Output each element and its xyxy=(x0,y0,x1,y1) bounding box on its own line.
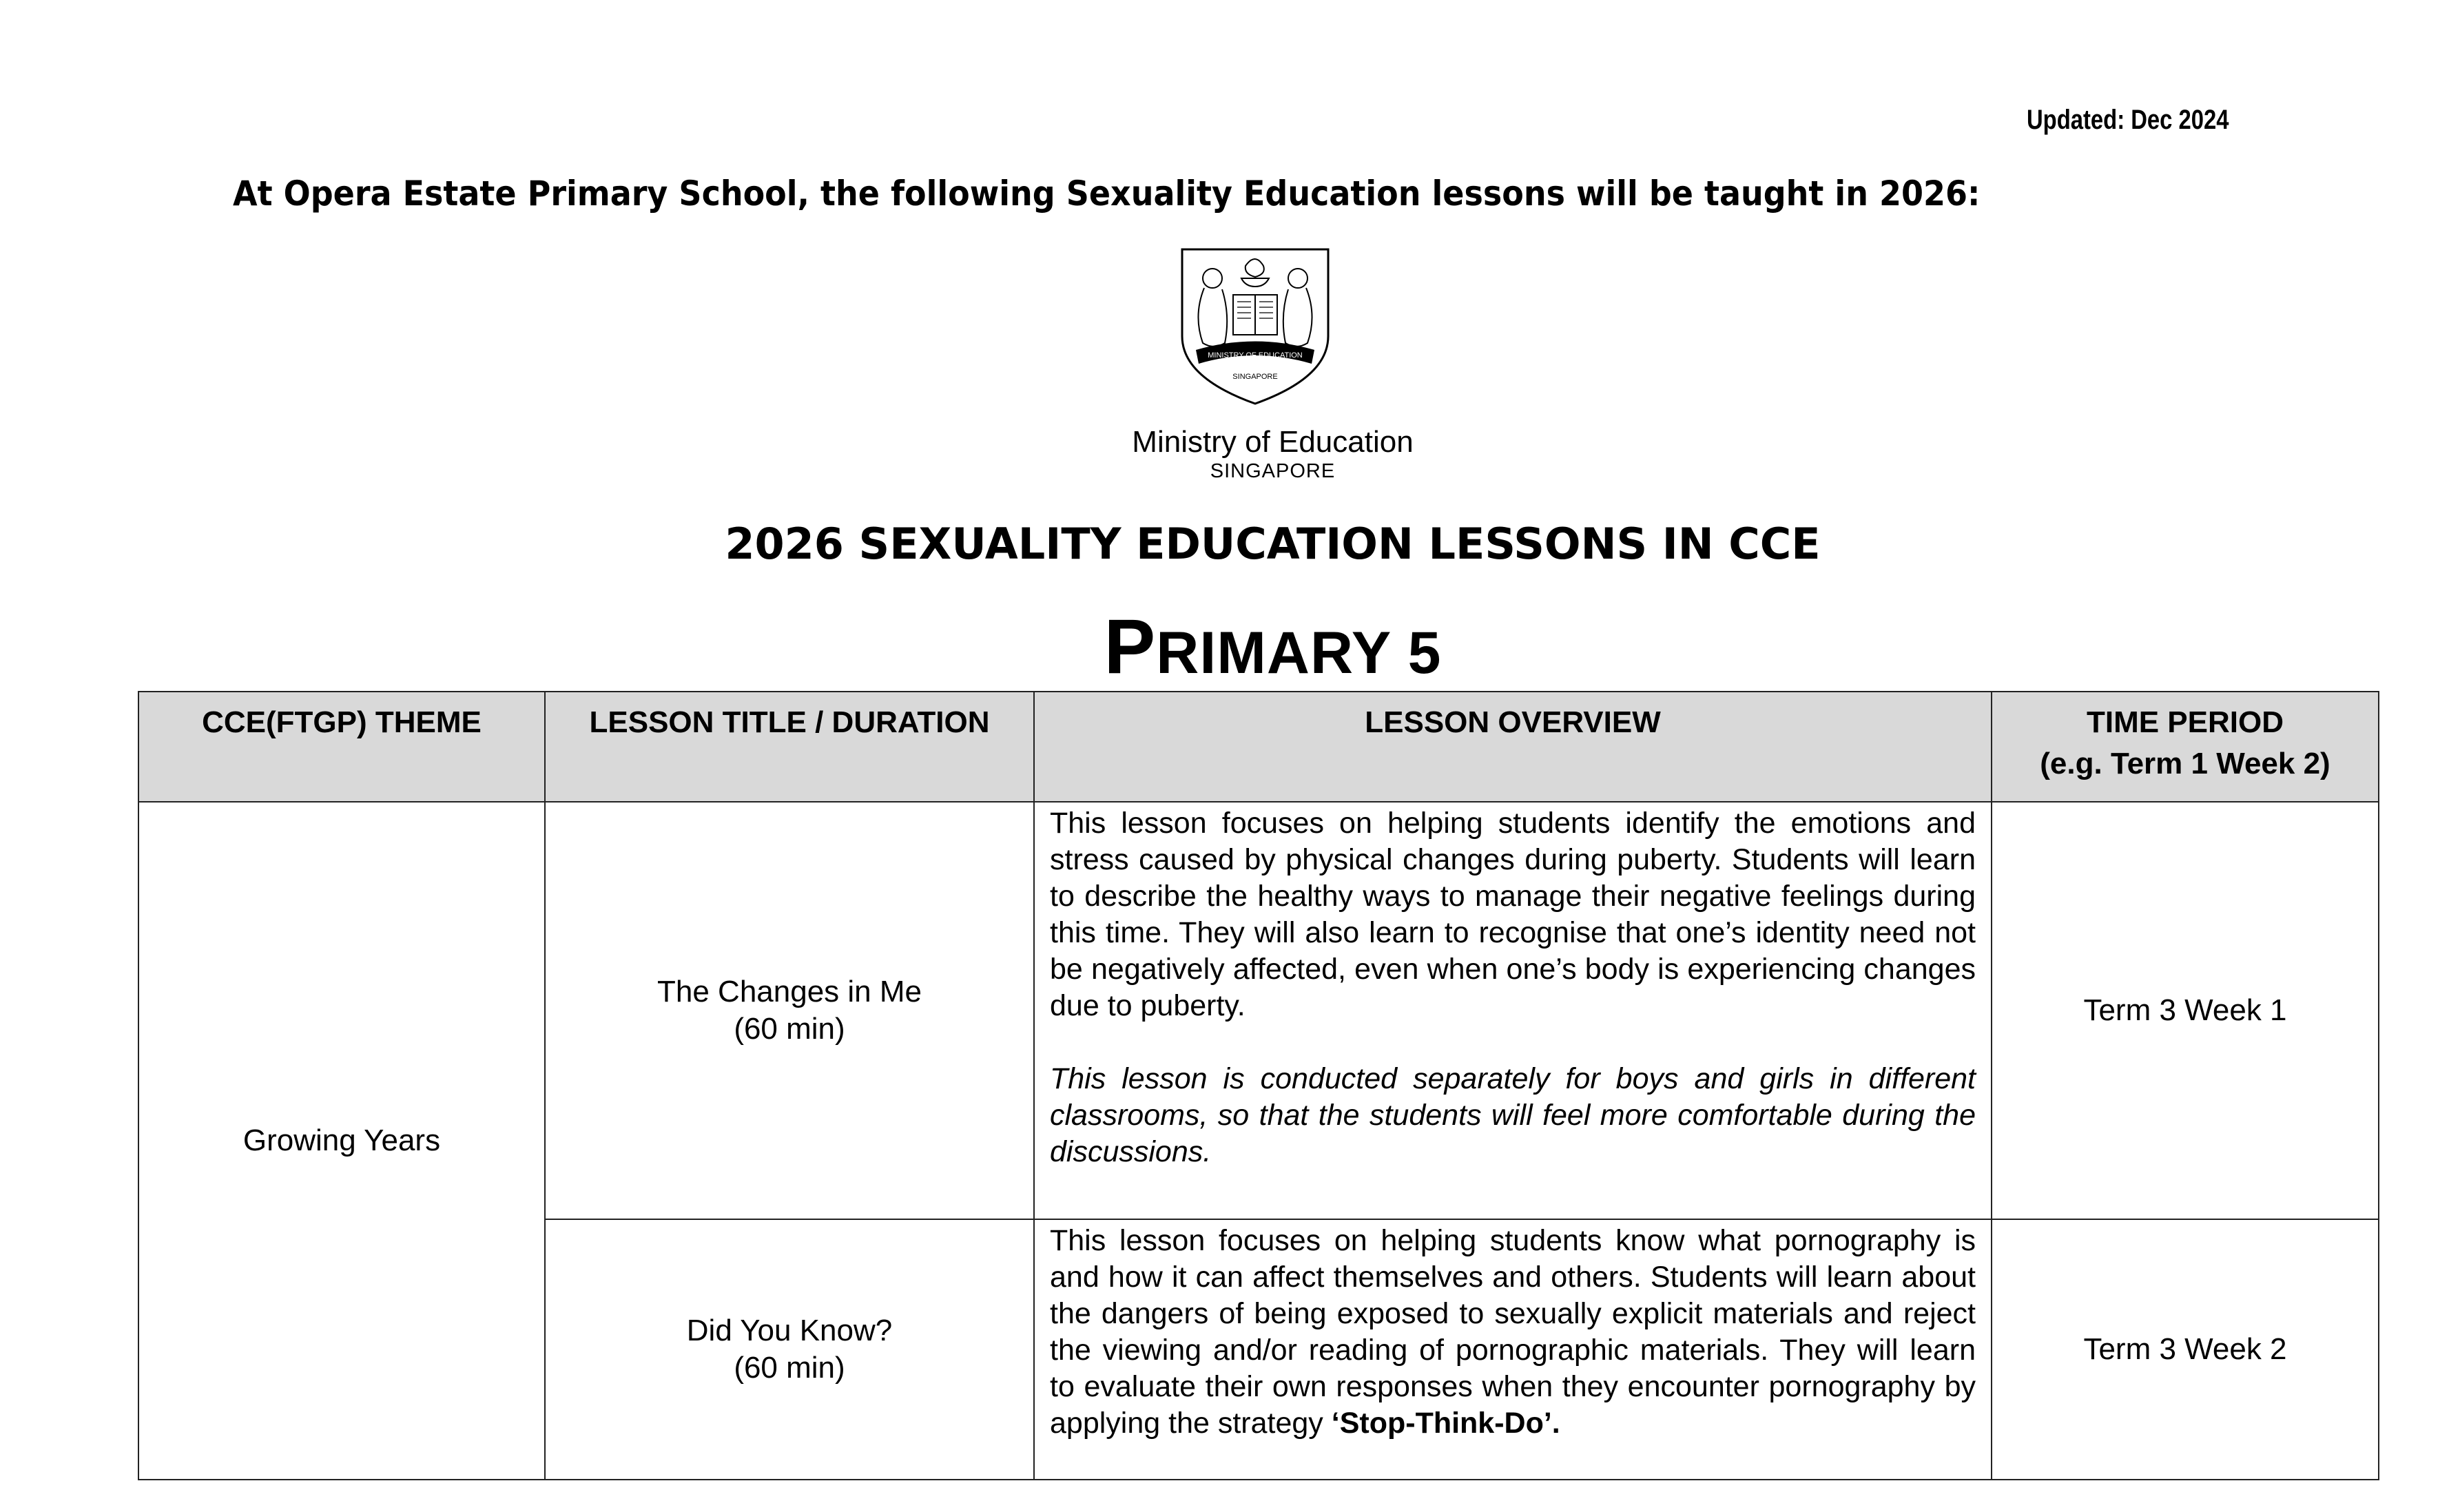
time-period-cell xyxy=(1992,1219,2379,1480)
svg-text:MINISTRY OF EDUCATION: MINISTRY OF EDUCATION xyxy=(1208,351,1303,360)
header-period xyxy=(1992,692,2379,802)
lesson-title-cell xyxy=(545,1219,1034,1480)
lesson-overview-cell xyxy=(1034,1219,1992,1480)
svg-text:SINGAPORE: SINGAPORE xyxy=(1232,373,1278,381)
level-initial: P xyxy=(1104,603,1157,690)
header-overview: LESSON OVERVIEW xyxy=(1034,692,1992,802)
document-title: 2026 SEXUALITY EDUCATION LESSONS IN CCE xyxy=(725,519,1821,569)
level-heading xyxy=(43,602,2460,691)
intro-text: At Opera Estate Primary School, the following Sexuality Education lessons will be taught in 2026: xyxy=(233,174,1981,214)
header-period-example: (e.g. Term 1 Week 2) xyxy=(2040,747,2330,780)
moe-crest-icon xyxy=(1179,247,1331,406)
time-period: Term 3 Week 1 xyxy=(2083,993,2287,1027)
moe-country: SINGAPORE xyxy=(1210,460,1336,482)
lesson-title: The Changes in Me xyxy=(657,975,922,1008)
header-lesson: LESSON TITLE / DURATION xyxy=(545,692,1034,802)
theme-cell xyxy=(138,802,545,1480)
lesson-duration: (60 min) xyxy=(734,1012,845,1046)
lessons-table xyxy=(138,691,2379,1480)
lesson-overview-cell xyxy=(1034,802,1992,1219)
moe-name: Ministry of Education xyxy=(1132,425,1414,459)
lesson-note: This lesson is conducted separately for boys and girls in different classrooms, so that the students will feel more comfortable during the discussions. xyxy=(1050,1062,1976,1168)
level-rest: RIMARY 5 xyxy=(1156,620,1442,686)
lesson-title-cell xyxy=(545,802,1034,1219)
header-period-title: TIME PERIOD xyxy=(2086,705,2284,739)
time-period: Term 3 Week 2 xyxy=(2083,1332,2287,1366)
header-theme: CCE(FTGP) THEME xyxy=(138,692,545,802)
lesson-overview-text: This lesson focuses on helping students know what pornography is and how it can affect themselves and others. Students will learn about the dangers of being exposed to sexually explicit materials and reject the viewing and/or reading of pornographic materials. They will learn to evaluate their own responses when they encounter pornography by applying the strategy xyxy=(1050,1224,1976,1440)
time-period-cell xyxy=(1992,802,2379,1219)
lesson-title: Did You Know? xyxy=(686,1314,893,1347)
lesson-duration: (60 min) xyxy=(734,1351,845,1385)
strategy-emphasis: ‘Stop-Think-Do’. xyxy=(1331,1407,1560,1440)
lesson-overview-text: This lesson focuses on helping students identify the emotions and stress caused by physical changes during puberty. Students will learn to describe the healthy ways to manage their negative feelings during this time. They will also learn to recognise that one’s identity need not be negatively affected, even when one’s body is experiencing changes due to puberty. xyxy=(1050,807,1976,1022)
table-header-row xyxy=(138,692,2379,802)
updated-date: Updated: Dec 2024 xyxy=(2027,105,2229,135)
theme-label: Growing Years xyxy=(242,1123,441,1157)
table-row xyxy=(138,802,2379,1219)
